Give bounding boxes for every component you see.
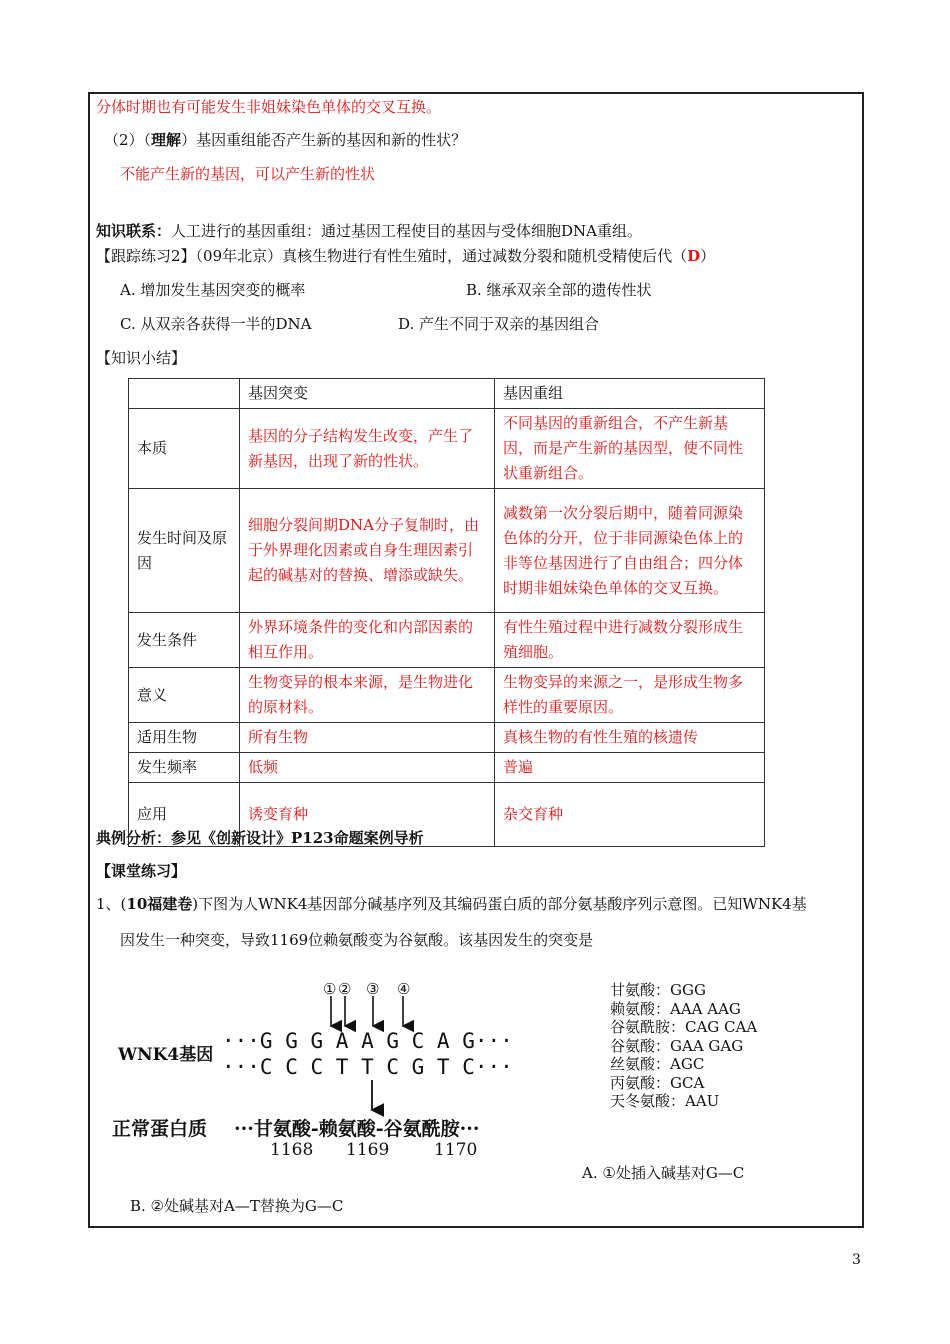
example-analysis: 典例分析：参见《创新设计》P123命题案例导析 bbox=[96, 829, 424, 847]
choice-b: B. ②处碱基对A—T替换为G—C bbox=[130, 1197, 344, 1215]
strand-bottom: ···C C C T T C G T C··· bbox=[222, 1055, 513, 1079]
table-row bbox=[129, 723, 765, 753]
protein-seq: ···甘氨酸-赖氨酸-谷氨酰胺··· bbox=[234, 1118, 480, 1140]
position-1169: 1169 bbox=[346, 1140, 390, 1160]
class-practice: 【课堂练习】 bbox=[96, 862, 187, 880]
codon-row: 甘氨酸：GGG bbox=[610, 981, 706, 999]
marker-4: ④ bbox=[397, 980, 411, 998]
q1-line1: )下图为人WNK4基因部分碱基序列及其编码蛋白质的部分氨基酸序列示意图。已知WNK4基 bbox=[192, 895, 807, 913]
question-1-line2: 因发生一种突变，导致1169位赖氨酸变为谷氨酸。该基因发生的突变是 bbox=[120, 931, 594, 949]
mutation-cell: 诱变育种 bbox=[240, 783, 495, 847]
table-header-cell: 基因突变 bbox=[240, 379, 495, 409]
row-label: 发生频率 bbox=[129, 753, 240, 783]
marker-2: ② bbox=[338, 980, 352, 998]
codon-row: 丙氨酸：GCA bbox=[610, 1073, 705, 1092]
option-c: C. 从双亲各获得一半的DNA bbox=[120, 315, 312, 333]
exercise-2-text: 【跟踪练习2】（09年北京）真核生物进行有性生殖时，通过减数分裂和随机受精使后代（ bbox=[96, 247, 688, 265]
recombination-cell: 减数第一次分裂后期中，随着同源染色体的分开，位于非同源染色体上的非等位基因进行了自由组合；四分体时期非姐妹染色单体的交叉互换。 bbox=[495, 489, 765, 613]
table-row bbox=[129, 668, 765, 723]
exercise-2 bbox=[96, 246, 715, 266]
codon-row: 赖氨酸：AAA AAG bbox=[610, 999, 741, 1018]
table-row bbox=[129, 613, 765, 668]
table-header-row bbox=[129, 379, 765, 409]
codon-row: 天冬氨酸：AAU bbox=[610, 1092, 720, 1110]
mutation-cell: 基因的分子结构发生改变，产生了新基因，出现了新的性状。 bbox=[240, 409, 495, 489]
knowledge-link-label: 知识联系： bbox=[96, 222, 172, 240]
row-label: 适用生物 bbox=[129, 723, 240, 753]
recombination-cell: 杂交育种 bbox=[495, 783, 765, 847]
protein-label: 正常蛋白质 bbox=[112, 1118, 208, 1140]
row-label: 意义 bbox=[129, 668, 240, 723]
q2-tag: 理解 bbox=[151, 131, 182, 149]
gene-label: WNK4基因 bbox=[118, 1045, 214, 1065]
exercise-2-close: ） bbox=[700, 247, 716, 265]
q1-num: 1、( bbox=[96, 895, 127, 913]
table-row bbox=[129, 753, 765, 783]
table-row bbox=[129, 409, 765, 489]
codon-row: 丝氨酸：AGC bbox=[610, 1055, 705, 1073]
q1-source: 10福建卷 bbox=[126, 895, 193, 913]
top-line: 分体时期也有可能发生非姐妹染色单体的交叉互换。 bbox=[96, 98, 442, 116]
q2-prefix: （2）（ bbox=[104, 131, 152, 149]
choice-a: A. ①处插入碱基对G—C bbox=[582, 1164, 745, 1182]
question-1-line1 bbox=[96, 894, 807, 914]
codon-table bbox=[610, 981, 757, 1111]
table-header-cell bbox=[129, 379, 240, 409]
q2-answer: 不能产生新的基因，可以产生新的性状 bbox=[120, 165, 376, 183]
position-1168: 1168 bbox=[270, 1140, 314, 1160]
question-2 bbox=[104, 130, 466, 150]
summary-heading: 【知识小结】 bbox=[96, 349, 187, 367]
strand-top: ···G G G A A G C A G··· bbox=[222, 1029, 513, 1053]
protein-arrow bbox=[360, 1080, 384, 1118]
row-label: 本质 bbox=[129, 409, 240, 489]
mutation-cell: 生物变异的根本来源，是生物进化的原材料。 bbox=[240, 668, 495, 723]
recombination-cell: 有性生殖过程中进行减数分裂形成生殖细胞。 bbox=[495, 613, 765, 668]
position-1170: 1170 bbox=[434, 1140, 478, 1160]
marker-3: ③ bbox=[366, 980, 380, 998]
row-label: 应用 bbox=[129, 783, 240, 847]
knowledge-link bbox=[96, 221, 642, 241]
row-label: 发生时间及原因 bbox=[129, 489, 240, 613]
table-header-cell: 基因重组 bbox=[495, 379, 765, 409]
recombination-cell: 真核生物的有性生殖的核遗传 bbox=[495, 723, 765, 753]
option-d: D. 产生不同于双亲的基因组合 bbox=[398, 315, 600, 333]
exercise-2-answer: D bbox=[687, 247, 701, 265]
mutation-cell: 低频 bbox=[240, 753, 495, 783]
table-row bbox=[129, 489, 765, 613]
option-a: A. 增加发生基因突变的概率 bbox=[120, 281, 306, 299]
summary-table bbox=[128, 378, 765, 847]
option-b: B. 继承双亲全部的遗传性状 bbox=[466, 281, 652, 299]
mutation-cell: 细胞分裂间期DNA分子复制时，由于外界理化因素或自身生理因素引起的碱基对的替换、增添或缺失。 bbox=[240, 489, 495, 613]
knowledge-link-text: 人工进行的基因重组：通过基因工程使目的基因与受体细胞DNA重组。 bbox=[171, 222, 643, 240]
mutation-cell: 外界环境条件的变化和内部因素的相互作用。 bbox=[240, 613, 495, 668]
q2-suffix: ）基因重组能否产生新的基因和新的性状？ bbox=[181, 131, 467, 149]
page-number: 3 bbox=[852, 1252, 861, 1268]
marker-1: ① bbox=[323, 980, 337, 998]
row-label: 发生条件 bbox=[129, 613, 240, 668]
recombination-cell: 生物变异的来源之一，是形成生物多样性的重要原因。 bbox=[495, 668, 765, 723]
codon-row: 谷氨酸：GAA GAG bbox=[610, 1036, 744, 1055]
mutation-cell: 所有生物 bbox=[240, 723, 495, 753]
codon-row: 谷氨酰胺：CAG CAA bbox=[610, 1018, 758, 1036]
recombination-cell: 普遍 bbox=[495, 753, 765, 783]
recombination-cell: 不同基因的重新组合，不产生新基因，而是产生新的基因型，使不同性状重新组合。 bbox=[495, 409, 765, 489]
